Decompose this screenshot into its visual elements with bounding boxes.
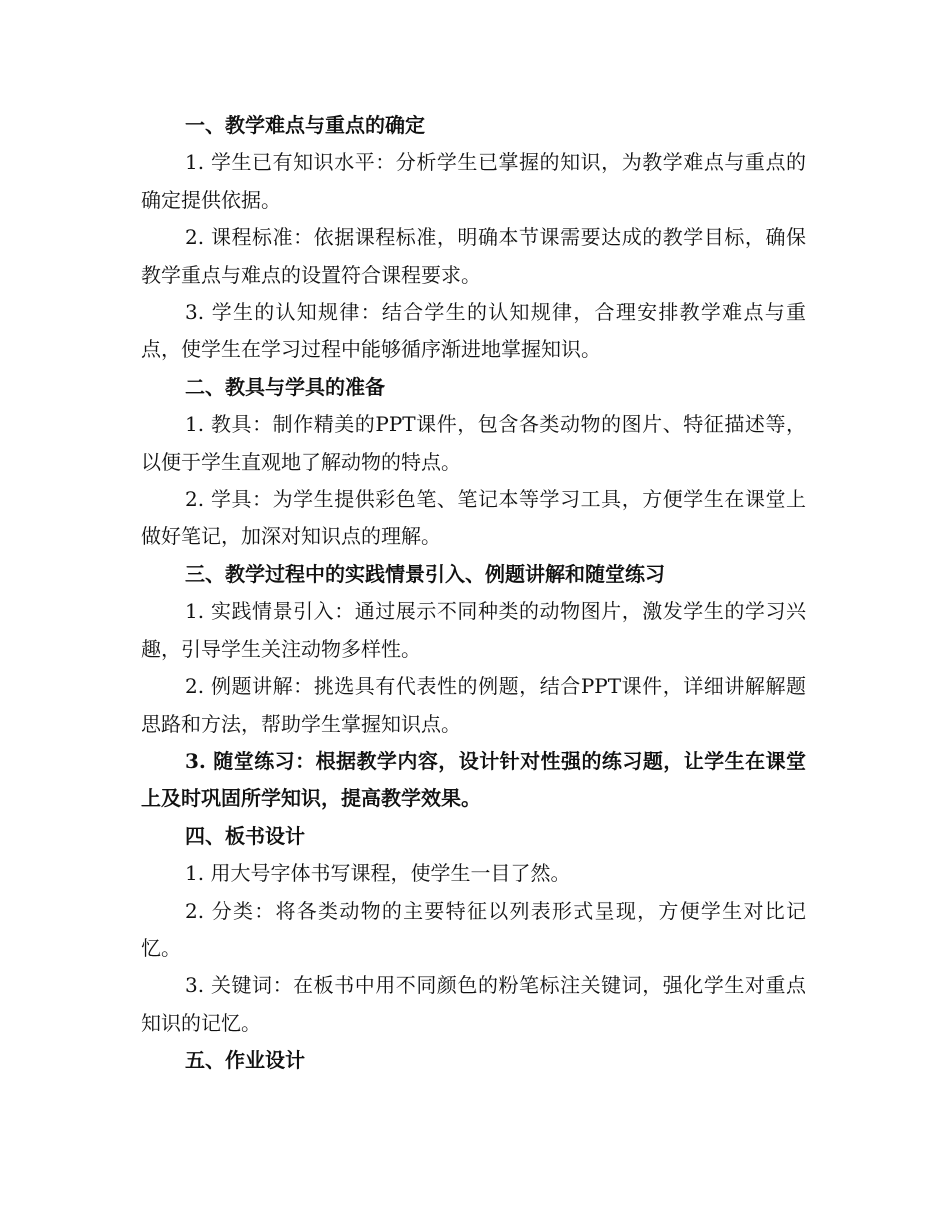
section-3-item-2: 2. 例题讲解：挑选具有代表性的例题，结合PPT课件，详细讲解解题思路和方法，帮助学生掌握知识点。 (141, 674, 806, 736)
section-heading-3: 三、教学过程中的实践情景引入、例题讲解和随堂练习 (185, 561, 665, 586)
section-4-item-3: 3. 关键词：在板书中用不同颜色的粉笔标注关键词，强化学生对重点知识的记忆。 (141, 973, 806, 1035)
section-1-item-2: 2. 课程标准：依据课程标准，明确本节课需要达成的教学目标，确保教学重点与难点的设置符合课程要求。 (141, 225, 806, 287)
section-heading-4: 四、板书设计 (185, 823, 305, 848)
section-3-item-1: 1. 实践情景引入：通过展示不同种类的动物图片，激发学生的学习兴趣，引导学生关注动物多样性。 (141, 599, 806, 661)
section-heading-1: 一、教学难点与重点的确定 (185, 113, 425, 137)
section-4-item-2: 2. 分类：将各类动物的主要特征以列表形式呈现，方便学生对比记忆。 (141, 898, 806, 960)
document-page (141, 107, 806, 1080)
section-1-item-1: 1. 学生已有知识水平：分析学生已掌握的知识，为教学难点与重点的确定提供依据。 (141, 150, 806, 212)
section-1-item-3: 3. 学生的认知规律：结合学生的认知规律，合理安排教学难点与重点，使学生在学习过程中能够循序渐进地掌握知识。 (141, 300, 806, 362)
section-4-item-1: 1. 用大号字体书写课程，使学生一目了然。 (185, 861, 571, 886)
section-2-item-2: 2. 学具：为学生提供彩色笔、笔记本等学习工具，方便学生在课堂上做好笔记，加深对知识点的理解。 (141, 487, 806, 549)
section-heading-2: 二、教具与学具的准备 (185, 374, 385, 399)
section-3-item-3: 3. 随堂练习：根据教学内容，设计针对性强的练习题，让学生在课堂上及时巩固所学知识，提高教学效果。 (141, 748, 806, 811)
section-2-item-1: 1. 教具：制作精美的PPT课件，包含各类动物的图片、特征描述等，以便于学生直观地了解动物的特点。 (141, 412, 806, 474)
section-heading-5: 五、作业设计 (185, 1048, 305, 1073)
